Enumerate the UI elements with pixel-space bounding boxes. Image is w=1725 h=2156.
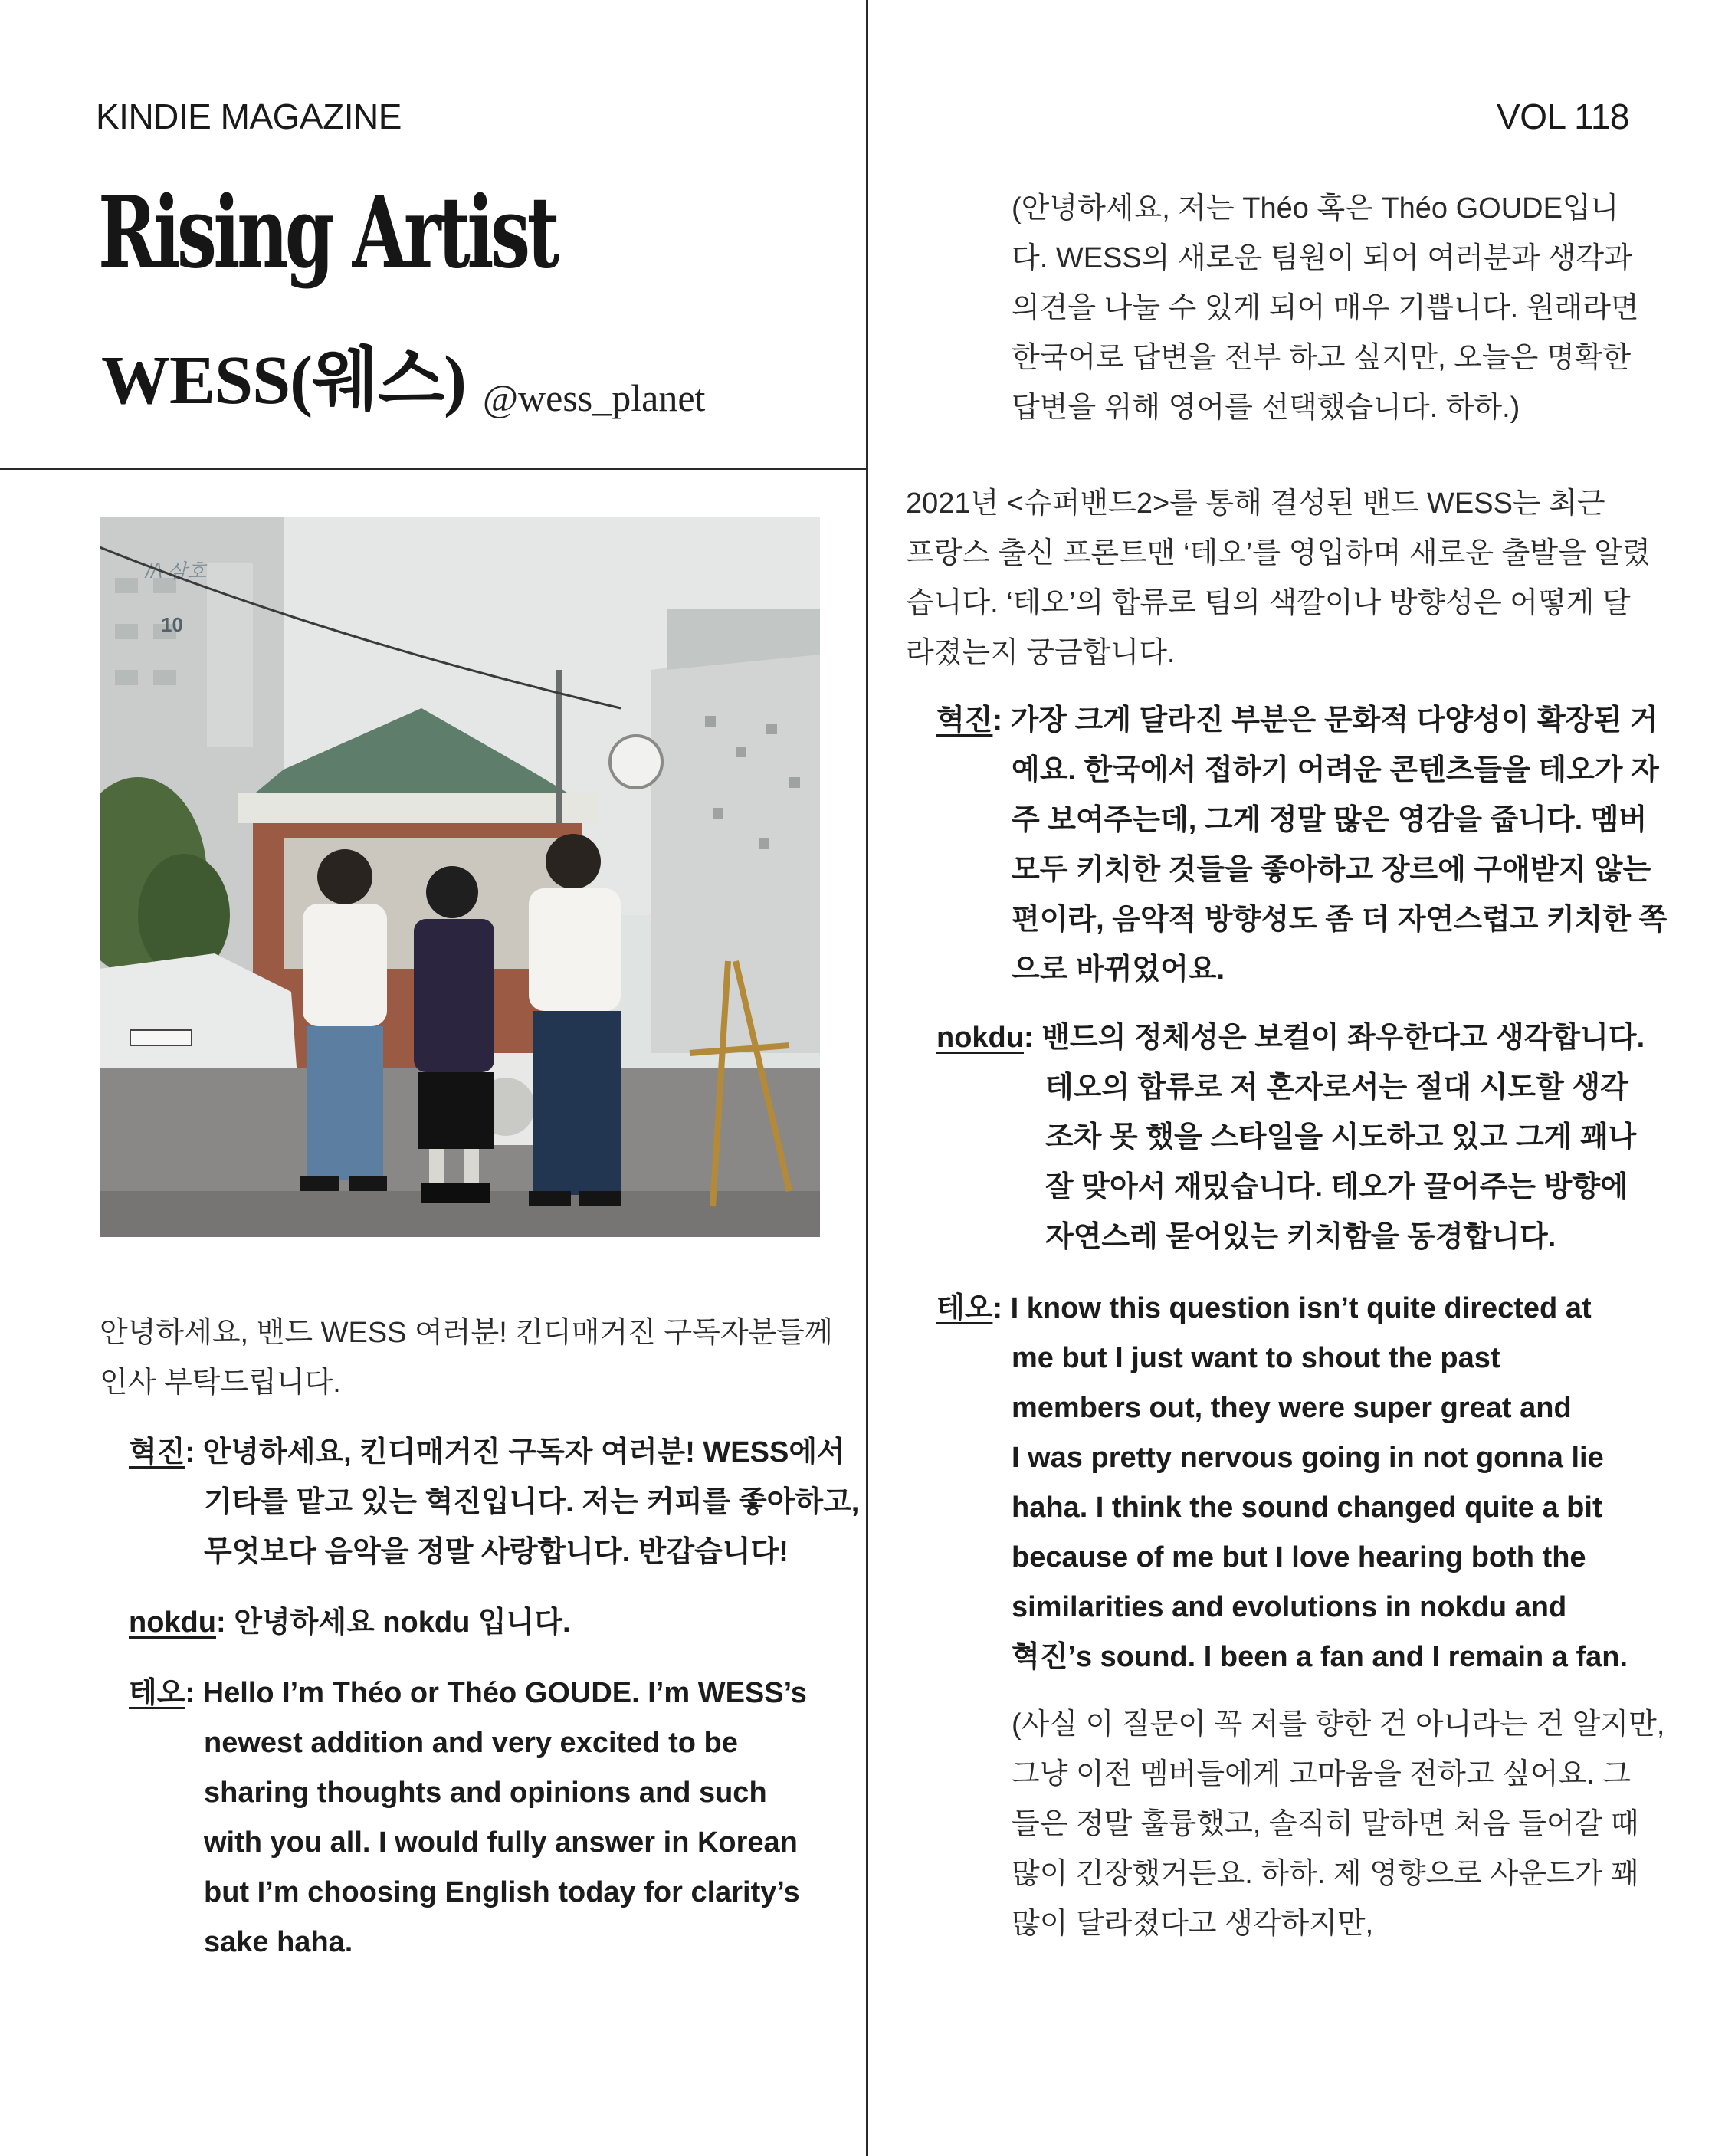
answer-line: 가장 크게 달라진 부분은 문화적 다양성이 확장된 거 <box>1010 704 1658 737</box>
answer-line: 편이라, 음악적 방향성도 좀 더 자연스럽고 키치한 쪽 <box>1012 904 1668 936</box>
question-line: 프랑스 출신 프론트맨 ‘테오’를 영입하며 새로운 출발을 알렸 <box>906 537 1651 569</box>
answer-line: 예요. 한국에서 접하기 어려운 콘텐츠들을 테오가 자 <box>1012 754 1659 786</box>
artist-handle: @wess_planet <box>483 376 706 419</box>
speaker-label: nokdu <box>936 1022 1024 1054</box>
answer-line: members out, they were super great and <box>1012 1392 1572 1424</box>
header-divider <box>0 468 867 470</box>
answer-line: 테오의 합류로 저 혼자로서는 절대 시도할 생각 <box>1045 1071 1628 1104</box>
question-line: 습니다. ‘테오’의 합류로 팀의 색깔이나 방향성은 어떻게 달 <box>906 587 1631 619</box>
speaker-label: 테오 <box>936 1292 993 1324</box>
answer-line: 자연스레 묻어있는 키치함을 동경합니다. <box>1045 1221 1556 1253</box>
question-line: 라졌는지 궁금합니다. <box>906 637 1176 669</box>
translation-line: 많이 긴장했거든요. 하하. 제 영향으로 사운드가 꽤 <box>1012 1858 1639 1890</box>
answer-line: but I’m choosing English today for clarity’s <box>204 1876 800 1908</box>
answer-line: Hello I’m Théo or Théo GOUDE. I’m WESS’s <box>202 1677 807 1709</box>
answer-line: 조차 못 했을 스타일을 시도하고 있고 그게 꽤나 <box>1045 1121 1637 1153</box>
answer-line: sake haha. <box>204 1926 353 1958</box>
translation-line: (안녕하세요, 저는 Théo 혹은 Théo GOUDE입니 <box>1012 192 1619 225</box>
answer-line: me but I just want to shout the past <box>1012 1342 1500 1374</box>
svg-text://\ 삼호: //\ 삼호 <box>146 560 207 582</box>
answer-line: 주 보여주는데, 그게 정말 많은 영감을 줍니다. 멤버 <box>1012 804 1648 836</box>
answer-line: 안녕하세요 nokdu 입니다. <box>234 1606 571 1639</box>
question-line: 안녕하세요, 밴드 WESS 여러분! 킨디매거진 구독자분들께 <box>100 1317 833 1349</box>
answer-line: 밴드의 정체성은 보컬이 좌우한다고 생각합니다. <box>1041 1022 1645 1054</box>
section-title: Rising Artist <box>98 176 556 290</box>
translation-line: 의견을 나눌 수 있게 되어 매우 기쁩니다. 원래라면 <box>1012 292 1639 324</box>
answer-line: 모두 키치한 것들을 좋아하고 장르에 구애받지 않는 <box>1012 854 1651 886</box>
answer-line: haha. I think the sound changed quite a bit <box>1012 1491 1602 1524</box>
speaker-label: 혁진 <box>936 704 993 737</box>
answer-line: with you all. I would fully answer in Korean <box>204 1826 798 1859</box>
artist-name: WESS(웨스) <box>101 343 466 418</box>
translation-line: 한국어로 답변을 전부 하고 싶지만, 오늘은 명확한 <box>1012 342 1632 374</box>
translation-line: 들은 정말 훌륭했고, 솔직히 말하면 처음 들어갈 때 <box>1012 1808 1639 1840</box>
answer-nokdu-2: nokdu: 밴드의 정체성은 보컬이 좌우한다고 생각합니다. 테오의 합류로 저 혼자로서는 절대 시도할 생각 조차 못 했을 스타일을 시도하고 있고 그게 꽤나 잘 맞아서 재밌습니다. 테오가 끌어주는 방향에 자연스레 묻어있는 키치함을 동경합니다. <box>936 1013 1645 1262</box>
band-photo <box>100 517 820 1237</box>
question-line: 인사 부탁드립니다. <box>100 1367 341 1399</box>
translation-line: 다. WESS의 새로운 팀원이 되어 여러분과 생각과 <box>1012 242 1632 274</box>
translation-theo-2 <box>1012 1700 1664 1949</box>
translation-line: (사실 이 질문이 꼭 저를 향한 건 아니라는 건 알지만, <box>1012 1708 1665 1741</box>
speaker-label: 혁진 <box>129 1436 185 1469</box>
answer-theo-1: 테오: Hello I’m Théo or Théo GOUDE. I’m WESS’s newest addition and very excited to be sharing thoughts and opinions and such with you all. I would fully answer in Korean but I’m choosing English today for clarity’s sake haha. <box>129 1669 807 1967</box>
answer-hyukjin-1: 혁진: 안녕하세요, 킨디매거진 구독자 여러분! WESS에서 기타를 맡고 있는 혁진입니다. 저는 커피를 좋아하고, 무엇보다 음악을 정말 사랑합니다. 반갑습니다! <box>129 1428 859 1577</box>
answer-line: sharing thoughts and opinions and such <box>204 1777 767 1809</box>
answer-line: 잘 맞아서 재밌습니다. 테오가 끌어주는 방향에 <box>1045 1171 1628 1203</box>
answer-theo-2: 테오: I know this question isn’t quite directed at me but I just want to shout the past members out, they were super great and I was pretty nervous going in not gonna lie haha. I think the sound changed quite a bit because of me but I love hearing both the similarities and evolutions in nokdu and 혁진’s sound. I been a fan and I remain a fan. <box>936 1284 1628 1682</box>
interview-question-2 <box>906 479 1651 678</box>
answer-line: 기타를 맡고 있는 혁진입니다. 저는 커피를 좋아하고, <box>204 1486 860 1518</box>
column-divider <box>866 0 868 2156</box>
speaker-label: 테오 <box>129 1677 185 1709</box>
answer-line: I know this question isn’t quite directed at <box>1010 1292 1592 1324</box>
translation-theo-1 <box>1012 184 1639 433</box>
answer-line: 무엇보다 음악을 정말 사랑합니다. 반갑습니다! <box>204 1536 789 1568</box>
band-photo-illustration <box>100 517 820 1237</box>
question-line: 2021년 <슈퍼밴드2>를 통해 결성된 밴드 WESS는 최근 <box>906 487 1605 520</box>
volume-number: VOL 118 <box>1497 97 1629 136</box>
answer-line: because of me but I love hearing both the <box>1012 1541 1586 1574</box>
translation-line: 답변을 위해 영어를 선택했습니다. 하하.) <box>1012 392 1520 424</box>
interview-question-1 <box>100 1308 835 1408</box>
answer-line: I was pretty nervous going in not gonna lie <box>1012 1442 1604 1474</box>
speaker-label: nokdu <box>129 1606 216 1639</box>
svg-text:10: 10 <box>161 613 183 636</box>
translation-line: 그냥 이전 멤버들에게 고마움을 전하고 싶어요. 그 <box>1012 1758 1632 1790</box>
magazine-name: KINDIE MAGAZINE <box>96 97 402 136</box>
answer-line: 혁진’s sound. I been a fan and I remain a fan. <box>1012 1641 1628 1673</box>
answer-hyukjin-2: 혁진: 가장 크게 달라진 부분은 문화적 다양성이 확장된 거 예요. 한국에서 접하기 어려운 콘텐츠들을 테오가 자 주 보여주는데, 그게 정말 많은 영감을 줍니다. 멤버 모두 키치한 것들을 좋아하고 장르에 구애받지 않는 편이라, 음악적 방향성도 좀 더 자연스럽고 키치한 쪽 으로 바뀌었어요. <box>936 696 1667 995</box>
answer-line: 으로 바뀌었어요. <box>1012 953 1225 986</box>
translation-line: 많이 달라졌다고 생각하지만, <box>1012 1908 1374 1940</box>
answer-line: newest addition and very excited to be <box>204 1727 738 1759</box>
answer-line: 안녕하세요, 킨디매거진 구독자 여러분! WESS에서 <box>202 1436 845 1469</box>
answer-nokdu-1: nokdu: 안녕하세요 nokdu 입니다. <box>129 1606 571 1639</box>
answer-line: similarities and evolutions in nokdu and <box>1012 1591 1567 1623</box>
